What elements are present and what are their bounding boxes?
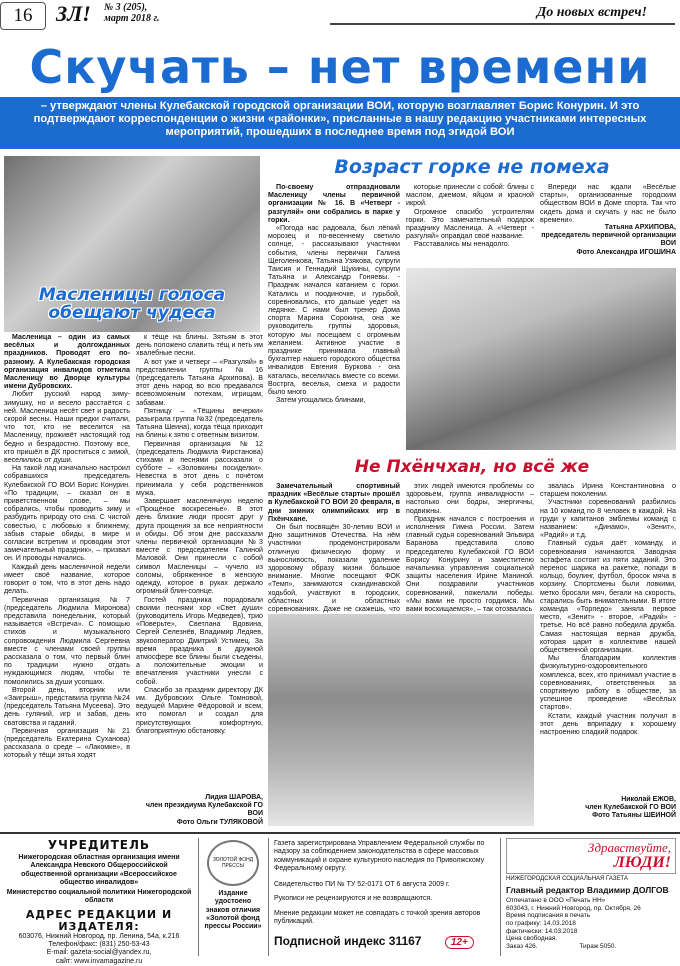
print-line3: Время подписания в печать	[506, 912, 591, 920]
ministry-text: Министерство социальной политики Нижегородской области	[6, 889, 192, 905]
paragraph: к тёще на блины. Зятьям в этот день положено славить тёщ и петь им хвалебные песни.	[136, 333, 263, 358]
paragraph: Спасибо за праздник директору ДК им. Дубровских Ольге Томновой, ведущей Марине Фёдоровой и всем, кто помогал и создал для присутствующих комфортную, благоприятную обстановку.	[136, 685, 263, 735]
paragraph: Праздник начался с построения и исполнения Гимна России. Затем главный судья соревнований Эльвира Баранова представила слово председателю Кулебакской ГО ВОИ Борису Конурину и заместителю начальника управления социальной защиты населения Ирине Маниной. Они поздравили участников соревнований, пожелали победы. «Мы вами не просто гордимся. Мы вами восхищаемся», – так отозвалась	[406, 514, 534, 614]
article2-column-1	[268, 183, 400, 447]
brand-subtitle: НИЖЕГОРОДСКАЯ СОЦИАЛЬНАЯ ГАЗЕТА	[506, 876, 628, 882]
article3-author-role: член Кулебакской ГО ВОИ	[585, 804, 676, 812]
sports-team-photo	[268, 614, 534, 826]
paragraph: которые принесли с собой: блины с маслом, джемом, яйцом и красной икрой.	[406, 183, 534, 208]
print-line2: 603043, г. Нижний Новгород, пр. Октября, 26	[506, 904, 641, 912]
paragraph: Первичная организация №12 (председатель Людмила Фирстанова) стихами и песнями рассказали о субботе – «Золовкины посиделки». Невестка в этот день с почётом принимала у себя родственников мужа.	[136, 439, 263, 497]
paragraph: На такой лад изначально настроил собравшихся председатель Кулебакской ГО ВОИ Борис Конурин. «По традиции, – сказал он в приветственном слове, – мы собрались, чтобы проводить зиму и разбудить природу ото сна. С чистой совестью, с любовью к ближнему, забыв старые обиды, в мире и согласии встретим и проводим этот замечательный праздник», – призвал он. И проводы начались.	[4, 464, 130, 563]
article2-column-2	[406, 183, 534, 265]
paragraph: этих людей имеются проблемы со здоровьем, группа инвалидности – настолько они бодры, энергичны, подвижны.	[406, 482, 534, 515]
issue-number: № 3 (205),	[104, 2, 148, 13]
award-text: Издание удостоено знаков отличия «Золотой фонд прессы России»	[204, 890, 262, 931]
subscription-index	[274, 934, 496, 949]
article3-author: Николай ЕЖОВ,	[621, 796, 676, 803]
founder-block	[4, 838, 194, 966]
paragraph: Каждый день масленичной недели имеет своё название, которое говорит о том, что в этот день надо делать.	[4, 562, 130, 596]
article2-signature	[540, 224, 676, 257]
circulation: Тираж 5050.	[579, 942, 617, 950]
registration-text: Газета зарегистрирована Управлением Федеральной службы по надзору за соблюдением законодательства в сфере массовых коммуникаций и охране культурного наследия по Приволжскому Федеральному округу.	[274, 840, 485, 872]
paragraph: А вот уже и четверг – «Разгуляй» в представлении группы №16 (председатель Татьяна Архипова). В этот день народ во всю предавался всевозможным потехам, игрищам, забавам.	[136, 357, 263, 407]
page-number: 16	[0, 2, 46, 30]
sledding-photo	[406, 268, 676, 450]
article3-title: Не Пхёнчхан, но всё же	[354, 457, 590, 477]
order-number: Заказ 426.	[506, 942, 538, 950]
manuscripts-text: Рукописи не рецензируются и не возвращаются.	[274, 895, 433, 903]
newspaper-brand	[506, 838, 676, 874]
article1-author: Лидия ШАРОВА,	[205, 794, 263, 801]
page-header	[0, 0, 680, 30]
article3-signature	[540, 796, 676, 821]
footer-divider-2	[268, 838, 269, 956]
article3-column-2	[406, 482, 534, 612]
address-text: 603076, Нижний Новгород, пр. Ленина, 54а, к.216	[18, 932, 180, 940]
article3-column-1	[268, 482, 400, 612]
brand-line2: ЛЮДИ!	[613, 854, 671, 871]
paragraph: Первичная организация №7 (председатель Людмила Миронова) представила понедельник, который называется «Встреча». С помощью стихов и музыкального сопровождения Людмила Сергеевна вместе с членами своей группы рассказала о том, что первый блин по традиции нужно отдать нуждающимся людям, чтобы те помолились за души усопших.	[4, 595, 130, 686]
paragraph: Расставались мы ненадолго.	[414, 240, 510, 249]
article3-photo-credit: Фото Татьяны ШЕИНОЙ	[592, 812, 676, 820]
publisher-block	[506, 838, 676, 950]
article2-author: Татьяна АРХИПОВА,	[604, 224, 676, 231]
paragraph: Замечательный спортивный праздник «Весёлые старты» прошёл в Кулебакской ГО ВОИ 20 февраля, в дни зимних олимпийских игр в Пхёнчхане.	[268, 482, 400, 523]
badge-text: ЗОЛОТОЙ ФОНД ПРЕССЫ	[212, 857, 254, 869]
article1-title-line2: обещают чудеса	[48, 303, 216, 323]
order-circulation	[506, 943, 676, 951]
paragraph: Пятницу – «Тёщины вечерки» разыграла группа №32 (председатель Татьяна Шеина), когда тёща приходит на блины к зятю с ответным визитом.	[136, 406, 263, 440]
paragraph: Кстати, каждый участник получил в этот день вприпадку к хорошему настроению сладкий подарок.	[540, 711, 676, 737]
paragraph: Главный судья даёт команду, и соревнования начинаются. Заводная эстафета состоит из пяти заданий. Это перенос шарика на ракетке, попади в кольцо, боулинг, футбол, бросок мяча в корзину. Спортсмены были ловкими, метко бросали мяч, бегали на скорость, старались быть внимательными. В итоге команда «Торпедо» заняла первое место, «Зенит» - второе, «Радий» - третье. Но всё равно победила дружба. Самая настоящая верная дружба, которая царит в коллективе нашей общественной организации.	[540, 539, 676, 655]
opinion-text: Мнение редакции может не совпадать с точкой зрения авторов публикаций.	[274, 909, 481, 926]
paragraph: По-своему отпраздновали Масленицу члены первичной организации № 16. В «Четверг - разгуляй» они собрались в парке у горки.	[268, 183, 400, 224]
paragraph: Гостей праздника порадовали своими песнями хор «Свет души» (руководитель Игорь Медведев), трио «Поверьте», Светлана Вдовина, Сергей Селезнёв, Владимир Ледяев, звукооператор Дмитрий Устимец. За время праздника в дружной атмосфере все блины были съедены, а положительные эмоции и впечатления участники унесли с собой.	[136, 595, 263, 686]
print-line6: Цена свободная.	[506, 935, 558, 943]
founder-text: Нижегородская областная организация имени Александра Невского Общероссийской общественной организации «Всероссийское общество инвалидов»	[18, 854, 180, 886]
award-block	[203, 840, 263, 956]
article1-column-2	[136, 333, 263, 789]
article1-author-role: член президиума Кулебакской ГО ВОИ	[145, 802, 263, 818]
footer-divider-1	[198, 838, 199, 956]
registration-block	[274, 840, 496, 949]
issue-date: март 2018 г.	[104, 13, 160, 24]
paragraph: Масленица – один из самых весёлых и долгожданных праздников. Проводят его по-разному. А Кулебакская городская организация инвалидов отметила Масленицу во Дворце культуры имени Дубровских.	[4, 333, 130, 391]
paragraph: Участники соревнований разбились на 10 команд по 8 человек в каждой. На груди у капитанов эмблемы команд с названием: «Динамо», «Зенит», «Радий» и т.д.	[540, 498, 676, 540]
footer-divider-3	[500, 838, 501, 956]
rubric-label: До новых встреч!	[536, 5, 647, 20]
article1-title	[4, 286, 260, 322]
golden-fund-badge	[207, 840, 259, 886]
article2-column-3	[540, 183, 676, 225]
issue-info	[104, 2, 160, 24]
paragraph: Впереди нас ждали «Весёлые старты», организованные городским обществом ВОИ в Доме спорта. Так что сидеть дома и скучать у нас не было времени».	[540, 183, 676, 224]
founder-title: УЧРЕДИТЕЛЬ	[47, 838, 151, 852]
main-title: Скучать – нет времени	[29, 40, 651, 94]
age-rating: 12+	[445, 936, 474, 949]
site-text: сайт: www.invamagazine.ru	[55, 957, 143, 965]
article2-author-role: председатель первичной организации ВОИ	[541, 232, 676, 248]
paragraph: Затем угощались блинами,	[276, 396, 366, 405]
lead-paragraph: – утверждают члены Кулебакской городской организации ВОИ, которую возглавляет Борис Конурин. И это подтверждают корреспонденции о жизни «районки», присланные в нашу редакцию участниками интересных мероприятий, прошедших в последнее время под эгидой ВОИ	[0, 97, 680, 149]
newspaper-logo: ЗЛ!	[56, 1, 91, 26]
paragraph: Второй день, вторник или «Заигрыш», представила группа №24 (председатель Татьяна Мусеева). Это день гуляний, игр и забав, день сватовства и гаданий.	[4, 685, 130, 727]
article2-photo-credit: Фото Александра ИГОШИНА	[576, 248, 676, 256]
address-title: АДРЕС РЕДАКЦИИ И ИЗДАТЕЛЯ:	[25, 907, 173, 933]
email-text: E-mail: gazeta-social@yandex.ru,	[46, 949, 152, 957]
article2-title: Возраст горке не помеха	[334, 156, 610, 178]
rubric	[330, 5, 675, 25]
print-line1: Отпечатано в ООО «Печать НН»	[506, 897, 606, 905]
paragraph: «Погода нас радовала, был лёгкий морозец и по-весеннему светило солнце, - рассказывают участники события, члены первички Галина Щеголенкова, Татьяна Узякова, супруги Таисия и Геннадий Щукины, супруги Татьяна и Александр Гоняевы. - Праздник начался катанием с горки. Катались и поодиночке, и гурьбой, соревновались, кто дальше уедет на ледянке. С нами был тренер Дома спорта Марина Сорокина, она же руководитель группы здоровья, которую мы посещаем с огромным желанием. Активное участие в празднике принимала главный бухгалтер нашего городского общества инвалидов Евгения Буркова - она каталась, веселилась вместе со всеми. Вострга, веселья, смеха и радости было много	[268, 224, 400, 397]
paragraph: звалась Ирина Константиновна о старшем поколении.	[540, 482, 676, 499]
brand-line1: Здравствуйте,	[587, 840, 671, 855]
subscription-label: Подписной индекс 31167	[274, 934, 422, 949]
printing-info	[506, 897, 676, 950]
paragraph: Он был посвящён 30-летию ВОИ и Дню защитников Отечества. На нём участники продемонстрировали отличную физическую форму и выносливость, показали удаление здоровому образу жизни большое внимание. Многие посещают ФОК «Темп», занимаются скандинавской ходьбой, участвуют в городских, областных и областных соревнованиях. Даже не скажешь, что	[268, 523, 400, 614]
article1-column-1	[4, 333, 130, 825]
article1-photo-credit: Фото Ольги ТУЛЯКОВОЙ	[176, 818, 263, 826]
paragraph: Мы благодарим коллектив физкультурно-оздоровительного комплекса, всех, кто принимал участие в соревнованиях, ответственных за спортивную работу в обществе, за успешное проведение «Весёлых стартов».	[540, 654, 676, 712]
print-line5: фактически: 14.03.2018	[506, 927, 578, 935]
paragraph: Завершает масленичную неделю «Прощёное воскресенье». В этот день близкие люди просят друг у друга прощения за все неприятности и обиды. Об этом дне рассказали члены первичной организации №3 вместе с председателем Галиной Маловой. Они принесли с собой символ Масленицы – чучело из соломы, обряженное в женскую одежду, которое в руках держало огромный блин-солнце.	[136, 497, 263, 596]
phone-text: Телефон/факс: (831) 250-53-43	[48, 941, 150, 949]
paragraph: Любит русский народ зиму-зимушку, но и весело расстаётся с ней. Масленица несёт свет и радость скорой весны. Наши предки считали, что тот, кто не веселится на Масленицу, проживёт настоящий год бедно и безрадостно. Поэтому все, кто пришёл в ДК проститься с зимой, веселились от души.	[4, 390, 130, 465]
paragraph: Огромное спасибо устроителям горки. Это замечательный подарок празднику Масленица. А «Четверг - разгуляй» оправдал своё название.	[406, 207, 534, 241]
article1-signature	[136, 794, 263, 827]
print-line4: по графику: 14.03.2018	[506, 920, 576, 928]
certificate-text: Свидетельство ПИ № ТУ 52-0171 ОТ 6 августа 2009 г.	[274, 881, 450, 889]
imprint-footer	[0, 832, 680, 965]
editor-in-chief: Главный редактор Владимир ДОЛГОВ	[506, 885, 669, 896]
article1-title-line1: Масленицы голоса	[38, 285, 226, 305]
paragraph: Первичная организация №21 (председатель Екатерина Суханова) рассказала о среде – «Лакомке», в который у тёщи зятья ходят	[4, 726, 130, 760]
article3-column-3	[540, 482, 676, 788]
